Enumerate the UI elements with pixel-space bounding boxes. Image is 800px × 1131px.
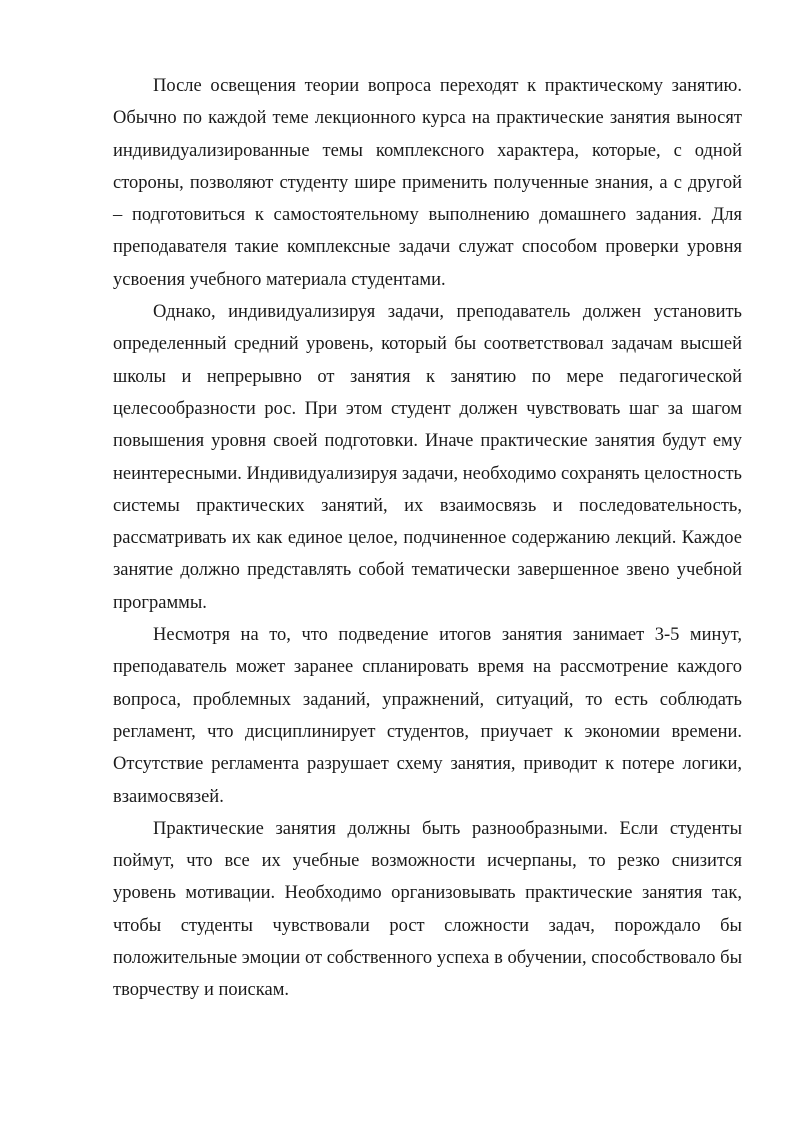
document-page — [113, 70, 742, 1007]
paragraph: Несмотря на то, что подведение итогов занятия занимает 3-5 минут, преподаватель может заранее спланировать время на рассмотрение каждого вопроса, проблемных заданий, упражнений, ситуаций, то есть соблюдать регламент, что дисциплинирует студентов, приучает к экономии времени. Отсутствие регламента разрушает схему занятия, приводит к потере логики, взаимосвязей. — [113, 625, 742, 807]
paragraph: Практические занятия должны быть разнообразными. Если студенты поймут, что все их учебные возможности исчерпаны, то резко снизится уровень мотивации. Необходимо организовывать практические занятия так, чтобы студенты чувствовали рост сложности задач, порождало бы положительные эмоции от собственного успеха в обучении, способствовало бы творчеству и поискам. — [113, 818, 742, 1001]
paragraph: Однако, индивидуализируя задачи, преподаватель должен установить определенный средний уровень, который бы соответствовал задачам высшей школы и непрерывно от занятия к занятию по мере педагогической целесообразности рос. При этом студент должен чувствовать шаг за шагом повышения уровня своей подготовки. Иначе практические занятия будут ему неинтересными. Индивидуализируя задачи, необходимо сохранять целостность системы практических занятий, их взаимосвязь и последовательность, рассматривать их как единое целое, подчиненное содержанию лекций. Каждое занятие должно представлять собой тематически завершенное звено учебной программы. — [113, 302, 742, 613]
paragraph: После освещения теории вопроса переходят к практическому занятию. Обычно по каждой теме лекционного курса на практические занятия выносят индивидуализированные темы комплексного характера, которые, с одной стороны, позволяют студенту шире применить полученные знания, а с другой – подготовиться к самостоятельному выполнению домашнего задания. Для преподавателя такие комплексные задачи служат способом проверки уровня усвоения учебного материала студентами. — [113, 76, 742, 290]
